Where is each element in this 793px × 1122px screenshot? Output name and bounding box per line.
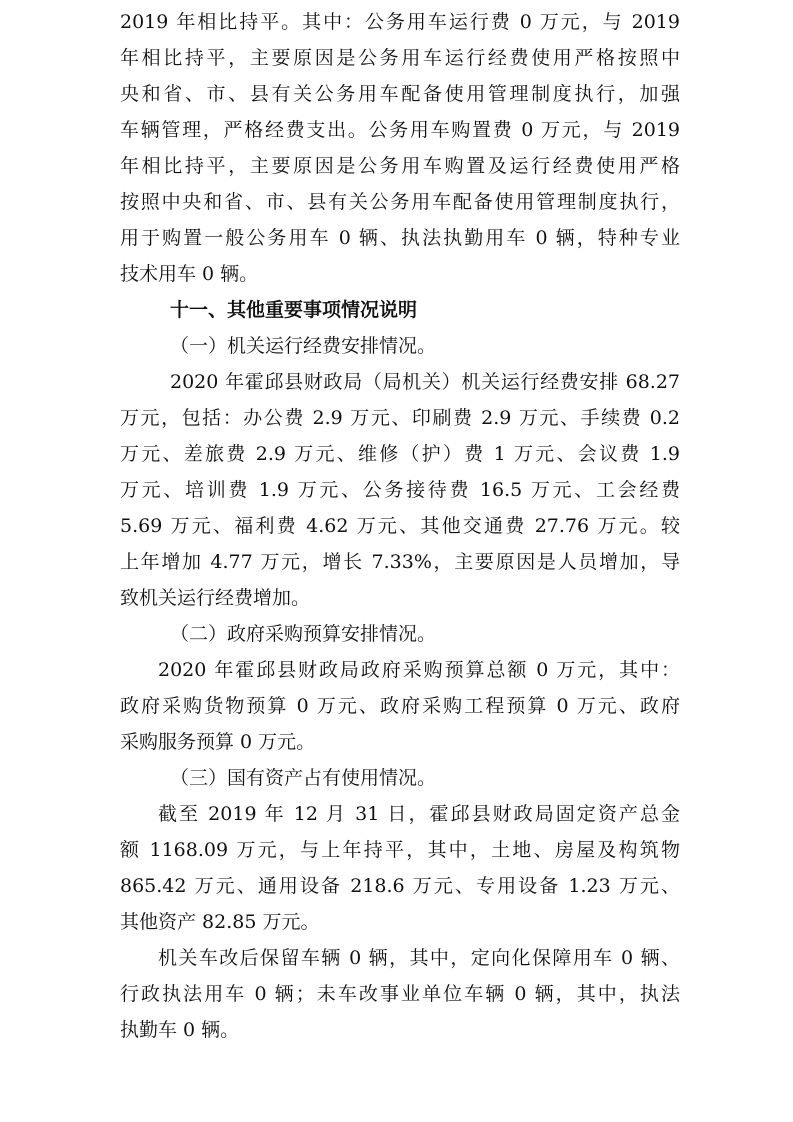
paragraph-line: 万元、培训费 1.9 万元、公务接待费 16.5 万元、工会经费 (120, 479, 680, 501)
paragraph-line: 用于购置一般公务用车 0 辆、执法执勤用车 0 辆，特种专业 (120, 227, 680, 249)
paragraph-line: 万元，包括：办公费 2.9 万元、印刷费 2.9 万元、手续费 0.2 (120, 407, 680, 429)
paragraph-line: 技术用车 0 辆。 (120, 263, 259, 285)
paragraph-line: 865.42 万元、通用设备 218.6 万元、专用设备 1.23 万元、 (120, 875, 680, 897)
subsection-heading: （一）机关运行经费安排情况。 (170, 335, 437, 357)
paragraph-line: 采购服务预算 0 万元。 (120, 731, 316, 753)
paragraph-line: 年相比持平，主要原因是公务用车运行经费使用严格按照中 (120, 47, 680, 69)
paragraph-line: 5.69 万元、福利费 4.62 万元、其他交通费 27.76 万元。较 (120, 515, 680, 537)
paragraph-line: 其他资产 82.85 万元。 (120, 911, 320, 933)
paragraph-line: 额 1168.09 万元，与上年持平，其中，土地、房屋及构筑物 (120, 839, 680, 861)
paragraph-line: 车辆管理，严格经费支出。公务用车购置费 0 万元，与 2019 (120, 119, 680, 141)
paragraph-line: 上年增加 4.77 万元，增长 7.33%，主要原因是人员增加，导 (120, 551, 680, 573)
paragraph-line: 截至 2019 年 12 月 31 日，霍邱县财政局固定资产总金 (158, 803, 680, 825)
paragraph-line: 致机关运行经费增加。 (120, 587, 311, 609)
paragraph-line: 2020 年霍邱县财政局（局机关）机关运行经费安排 68.27 (170, 371, 680, 393)
paragraph-line: 执勤车 0 辆。 (120, 1019, 240, 1041)
paragraph-line: 央和省、市、县有关公务用车配备使用管理制度执行，加强 (120, 83, 680, 105)
paragraph-line: 按照中央和省、市、县有关公务用车配备使用管理制度执行， (120, 191, 680, 213)
document-page (120, 4, 680, 1048)
paragraph-line: 2019 年相比持平。其中：公务用车运行费 0 万元，与 2019 (120, 11, 680, 33)
paragraph-line: 年相比持平，主要原因是公务用车购置及运行经费使用严格 (120, 155, 680, 177)
paragraph-line: 政府采购货物预算 0 万元、政府采购工程预算 0 万元、政府 (120, 695, 680, 717)
section-heading: 十一、其他重要事项情况说明 (170, 299, 418, 321)
paragraph-line: 行政执法用车 0 辆；未车改事业单位车辆 0 辆，其中，执法 (120, 983, 680, 1005)
subsection-heading: （三）国有资产占有使用情况。 (170, 767, 437, 789)
paragraph-line: 万元、差旅费 2.9 万元、维修（护）费 1 万元、会议费 1.9 (120, 443, 680, 465)
subsection-heading: （二）政府采购预算安排情况。 (170, 623, 437, 645)
paragraph-line: 2020 年霍邱县财政局政府采购预算总额 0 万元，其中： (158, 659, 680, 681)
paragraph-line: 机关车改后保留车辆 0 辆，其中，定向化保障用车 0 辆、 (158, 947, 680, 969)
